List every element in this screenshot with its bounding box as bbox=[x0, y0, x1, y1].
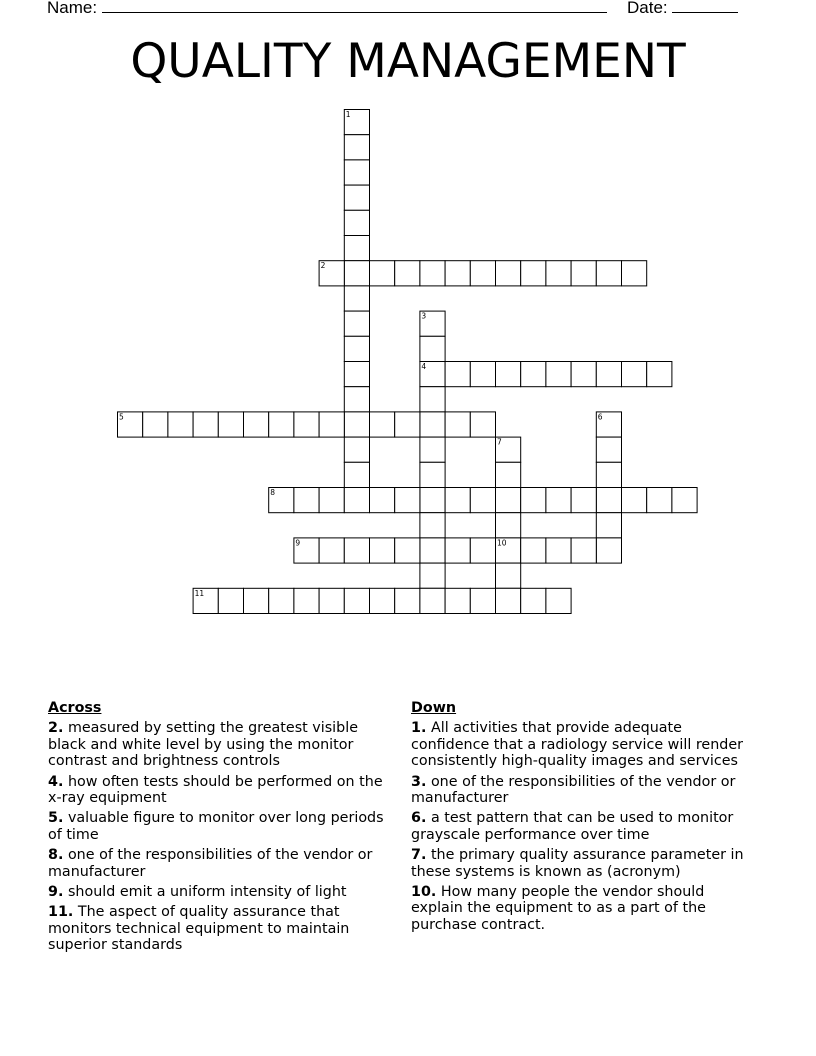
cell-number-4: 4 bbox=[421, 362, 427, 371]
grid-cell[interactable] bbox=[622, 261, 647, 286]
grid-cell[interactable] bbox=[344, 362, 369, 387]
grid-cell[interactable] bbox=[344, 185, 369, 210]
clue-text: measured by setting the greatest visible black and white level by using the monitor contrast and brightness controls bbox=[48, 720, 359, 770]
grid-cell[interactable] bbox=[521, 261, 546, 286]
grid-cell[interactable] bbox=[496, 513, 521, 538]
across-clue-5 bbox=[48, 810, 388, 843]
grid-cell[interactable] bbox=[546, 488, 571, 513]
grid-cell[interactable] bbox=[420, 336, 445, 361]
across-clue-4 bbox=[48, 774, 388, 807]
puzzle-title: QUALITY MANAGEMENT bbox=[130, 34, 686, 89]
grid-cell[interactable] bbox=[445, 261, 470, 286]
across-clue-2 bbox=[48, 720, 388, 769]
down-clues bbox=[411, 700, 751, 937]
grid-cell[interactable] bbox=[420, 387, 445, 412]
grid-cell[interactable] bbox=[344, 538, 369, 563]
grid-cell[interactable] bbox=[294, 412, 319, 437]
grid-cell[interactable] bbox=[496, 563, 521, 588]
clue-number: 4. bbox=[48, 773, 64, 790]
clue-text: All activities that provide adequate confidence that a radiology service will render consistently high-quality images and services bbox=[411, 720, 744, 770]
grid-cell[interactable] bbox=[420, 437, 445, 462]
clue-number: 1. bbox=[411, 720, 427, 737]
cell-number-11: 11 bbox=[194, 588, 205, 598]
grid-cell[interactable] bbox=[319, 538, 344, 563]
grid-cell[interactable] bbox=[344, 261, 369, 286]
grid-cell[interactable] bbox=[470, 588, 495, 613]
clue-text: valuable figure to monitor over long periods of time bbox=[48, 810, 384, 843]
grid-cell[interactable] bbox=[445, 362, 470, 387]
across-clue-11 bbox=[48, 904, 388, 953]
clue-number: 11. bbox=[48, 904, 74, 921]
grid-cell[interactable] bbox=[218, 412, 243, 437]
grid-cell[interactable] bbox=[521, 488, 546, 513]
grid-cell[interactable] bbox=[470, 538, 495, 563]
grid-cell[interactable] bbox=[294, 488, 319, 513]
down-clue-3 bbox=[411, 774, 751, 807]
grid-cell[interactable] bbox=[319, 588, 344, 613]
grid-cell[interactable] bbox=[193, 412, 218, 437]
grid-cell[interactable] bbox=[445, 488, 470, 513]
grid-cell[interactable] bbox=[370, 261, 395, 286]
grid-cell[interactable] bbox=[395, 412, 420, 437]
grid-cell[interactable] bbox=[647, 488, 672, 513]
cell-number-6: 6 bbox=[597, 412, 603, 422]
grid-cell[interactable] bbox=[420, 563, 445, 588]
grid-cell[interactable] bbox=[344, 160, 369, 185]
across-clue-9 bbox=[48, 884, 388, 900]
grid-cell[interactable] bbox=[596, 488, 621, 513]
grid-cell[interactable] bbox=[420, 513, 445, 538]
cell-number-7: 7 bbox=[497, 437, 502, 447]
grid-cell[interactable] bbox=[319, 412, 344, 437]
across-clues bbox=[48, 700, 388, 958]
clue-number: 5. bbox=[48, 810, 64, 827]
clue-number: 2. bbox=[48, 720, 64, 737]
down-clue-6 bbox=[411, 810, 751, 843]
cell-number-1: 1 bbox=[345, 110, 351, 119]
grid-cell[interactable] bbox=[344, 286, 369, 311]
grid-cell[interactable] bbox=[344, 210, 369, 235]
grid-cell[interactable] bbox=[143, 412, 168, 437]
clue-number: 10. bbox=[411, 884, 437, 901]
clue-text: one of the responsibilities of the vendor or manufacturer bbox=[411, 773, 736, 807]
grid-cell[interactable] bbox=[521, 588, 546, 613]
grid-cell[interactable] bbox=[445, 412, 470, 437]
grid-cell[interactable] bbox=[395, 538, 420, 563]
grid-cell[interactable] bbox=[294, 588, 319, 613]
grid-cell[interactable] bbox=[470, 412, 495, 437]
clue-number: 9. bbox=[48, 884, 64, 901]
grid-cell[interactable] bbox=[344, 387, 369, 412]
grid-cell[interactable] bbox=[344, 437, 369, 462]
cell-number-2: 2 bbox=[320, 261, 326, 271]
grid-cell[interactable] bbox=[344, 236, 369, 261]
grid-cell[interactable] bbox=[496, 362, 521, 387]
grid-cell[interactable] bbox=[344, 135, 369, 160]
grid-cell[interactable] bbox=[546, 538, 571, 563]
clue-text: How many people the vendor should explain the equipment to as a part of the purchase contract. bbox=[411, 884, 706, 933]
cell-number-8: 8 bbox=[270, 488, 275, 497]
date-label: Date: bbox=[627, 0, 668, 17]
grid-cell[interactable] bbox=[420, 588, 445, 613]
grid-cell[interactable] bbox=[370, 538, 395, 563]
grid-cell[interactable] bbox=[596, 261, 621, 286]
down-heading: Down bbox=[411, 700, 457, 716]
grid-cell[interactable] bbox=[521, 362, 546, 387]
grid-cell[interactable] bbox=[647, 362, 672, 387]
grid-cell[interactable] bbox=[546, 261, 571, 286]
grid-cell[interactable] bbox=[445, 588, 470, 613]
grid-cell[interactable] bbox=[571, 261, 596, 286]
down-clue-10 bbox=[411, 884, 751, 933]
grid-cell[interactable] bbox=[344, 412, 369, 437]
clue-text: a test pattern that can be used to monitor grayscale performance over time bbox=[411, 810, 734, 843]
clue-text: The aspect of quality assurance that monitors technical equipment to maintain superior standards bbox=[48, 904, 350, 954]
grid-cell[interactable] bbox=[420, 488, 445, 513]
grid-cell[interactable] bbox=[420, 462, 445, 487]
grid-cell[interactable] bbox=[344, 588, 369, 613]
grid-cell[interactable] bbox=[244, 588, 269, 613]
cell-number-10: 10 bbox=[497, 538, 507, 548]
clue-text: the primary quality assurance parameter in these systems is known as (acronym) bbox=[411, 847, 744, 880]
grid-cell[interactable] bbox=[470, 488, 495, 513]
grid-cell[interactable] bbox=[470, 362, 495, 387]
grid-cell[interactable] bbox=[672, 488, 697, 513]
grid-cell[interactable] bbox=[521, 538, 546, 563]
clue-text: one of the responsibilities of the vendor or manufacturer bbox=[48, 847, 373, 880]
grid-cell[interactable] bbox=[420, 538, 445, 563]
down-clue-7 bbox=[411, 847, 751, 880]
grid-cell[interactable] bbox=[596, 437, 621, 462]
grid-cell[interactable] bbox=[622, 488, 647, 513]
across-heading: Across bbox=[48, 700, 102, 716]
grid-cell[interactable] bbox=[370, 412, 395, 437]
grid-cell[interactable] bbox=[319, 488, 344, 513]
clue-number: 7. bbox=[411, 847, 427, 864]
grid-cell[interactable] bbox=[496, 488, 521, 513]
grid-cell[interactable] bbox=[622, 362, 647, 387]
grid-cell[interactable] bbox=[571, 488, 596, 513]
grid-cell[interactable] bbox=[596, 362, 621, 387]
grid-cell[interactable] bbox=[344, 488, 369, 513]
grid-cell[interactable] bbox=[244, 412, 269, 437]
clue-number: 8. bbox=[48, 847, 64, 864]
grid-cell[interactable] bbox=[496, 462, 521, 487]
grid-cell[interactable] bbox=[218, 588, 243, 613]
down-clue-1 bbox=[411, 720, 751, 769]
clue-number: 3. bbox=[411, 773, 427, 790]
grid-cell[interactable] bbox=[420, 261, 445, 286]
grid-cell[interactable] bbox=[546, 362, 571, 387]
name-label: Name: bbox=[47, 0, 98, 17]
grid-cell[interactable] bbox=[571, 538, 596, 563]
grid-cell[interactable] bbox=[470, 261, 495, 286]
grid-cell[interactable] bbox=[344, 462, 369, 487]
across-clue-8 bbox=[48, 847, 388, 880]
grid-cell[interactable] bbox=[496, 588, 521, 613]
grid-cell[interactable] bbox=[395, 488, 420, 513]
grid-cell[interactable] bbox=[344, 311, 369, 336]
grid-cell[interactable] bbox=[395, 261, 420, 286]
grid-cell[interactable] bbox=[445, 538, 470, 563]
clue-text: how often tests should be performed on the x-ray equipment bbox=[48, 773, 383, 807]
grid-cell[interactable] bbox=[269, 588, 294, 613]
grid-cell[interactable] bbox=[546, 588, 571, 613]
grid-cell[interactable] bbox=[596, 538, 621, 563]
grid-cell[interactable] bbox=[420, 412, 445, 437]
grid-cell[interactable] bbox=[370, 588, 395, 613]
grid-cell[interactable] bbox=[370, 488, 395, 513]
grid-cell[interactable] bbox=[496, 261, 521, 286]
clue-text: should emit a uniform intensity of light bbox=[67, 884, 347, 901]
grid-cell[interactable] bbox=[269, 412, 294, 437]
grid-cell[interactable] bbox=[344, 336, 369, 361]
grid-cell[interactable] bbox=[168, 412, 193, 437]
grid-cell[interactable] bbox=[596, 513, 621, 538]
cell-number-3: 3 bbox=[421, 311, 427, 321]
cell-number-9: 9 bbox=[295, 538, 301, 548]
cell-number-5: 5 bbox=[119, 412, 124, 422]
clue-number: 6. bbox=[411, 810, 427, 827]
grid-cell[interactable] bbox=[596, 462, 621, 487]
grid-cell[interactable] bbox=[571, 362, 596, 387]
grid-cell[interactable] bbox=[395, 588, 420, 613]
